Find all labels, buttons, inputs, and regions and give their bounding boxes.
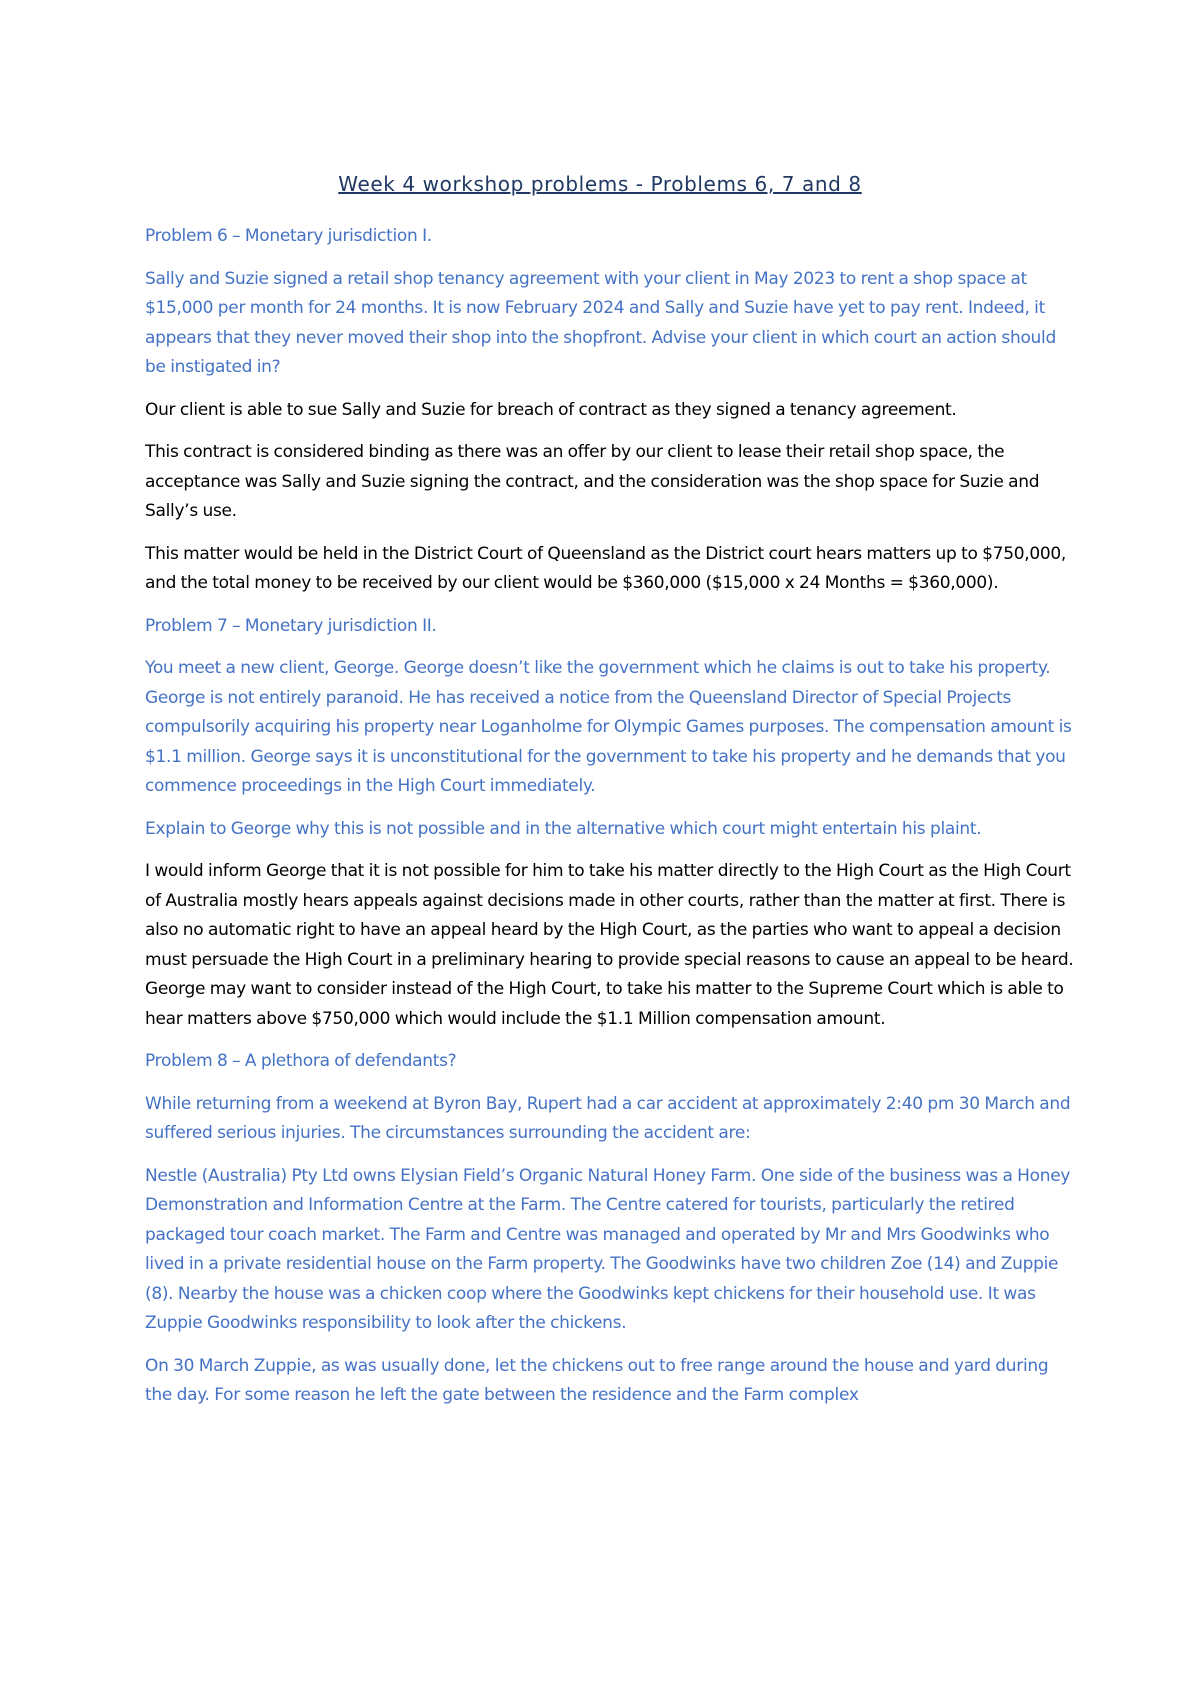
problem-6-answer-1: Our client is able to sue Sally and Suzie for breach of contract as they signed a tenancy agreement. <box>145 399 957 420</box>
problem-8-facts-2: On 30 March Zuppie, as was usually done, let the chickens out to free range around the house and yard during the day. For some reason he left the gate between the residence and the Farm complex <box>145 1355 1049 1405</box>
problem-6-question: Sally and Suzie signed a retail shop tenancy agreement with your client in May 2023 to rent a shop space at $15,000 per month for 24 months. It is now February 2024 and Sally and Suzie have yet to pay rent. Indeed, it appears that they never moved their shop into the shopfront. Advise your client in which court an action should be instigated in? <box>145 268 1056 377</box>
document-body <box>145 222 1075 1424</box>
problem-8-heading: Problem 8 – A plethora of defendants? <box>145 1051 457 1071</box>
problem-6-answer-3: This matter would be held in the District Court of Queensland as the District court hears matters up to $750,000, and the total money to be received by our client would be $360,000 ($15,000 x 24 Months = $360,000). <box>145 543 1066 593</box>
problem-8-intro: While returning from a weekend at Byron Bay, Rupert had a car accident at approximately 2:40 pm 30 March and suffered serious injuries. The circumstances surrounding the accident are: <box>145 1093 1071 1143</box>
problem-8-facts-1: Nestle (Australia) Pty Ltd owns Elysian Field’s Organic Natural Honey Farm. One side of the business was a Honey Demonstration and Information Centre at the Farm. The Centre catered for tourists, particularly the retired packaged tour coach market. The Farm and Centre was managed and operated by Mr and Mrs Goodwinks who lived in a private residential house on the Farm property. The Goodwinks have two children Zoe (14) and Zuppie (8). Nearby the house was a chicken coop where the Goodwinks kept chickens for their household use. It was Zuppie Goodwinks responsibility to look after the chickens. <box>145 1165 1071 1333</box>
problem-6-answer-2: This contract is considered binding as there was an offer by our client to lease their retail shop space, the acceptance was Sally and Suzie signing the contract, and the consideration was the shop space for Suzie and Sally’s use. <box>145 442 1040 521</box>
problem-7-question-2: Explain to George why this is not possible and in the alternative which court might entertain his plaint. <box>145 818 982 839</box>
problem-7-answer: I would inform George that it is not possible for him to take his matter directly to the High Court as the High Court of Australia mostly hears appeals against decisions made in other courts, rather than the matter at first. There is also no automatic right to have an appeal heard by the High Court, as the parties who want to appeal a decision must persuade the High Court in a preliminary hearing to provide special reasons to cause an appeal to be heard. George may want to consider instead of the High Court, to take his matter to the Supreme Court which is able to hear matters above $750,000 which would include the $1.1 Million compensation amount. <box>145 861 1074 1029</box>
problem-6-heading: Problem 6 – Monetary jurisdiction I. <box>145 226 432 246</box>
document-title: Week 4 workshop problems - Problems 6, 7 and 8 <box>338 172 862 196</box>
problem-7-question: You meet a new client, George. George doesn’t like the government which he claims is out to take his property. George is not entirely paranoid. He has received a notice from the Queensland Director of Special Projects compulsorily acquiring his property near Loganholme for Olympic Games purposes. The compensation amount is $1.1 million. George says it is unconstitutional for the government to take his property and he demands that you commence proceedings in the High Court immediately. <box>145 658 1072 796</box>
problem-7-heading: Problem 7 – Monetary jurisdiction II. <box>145 615 437 636</box>
